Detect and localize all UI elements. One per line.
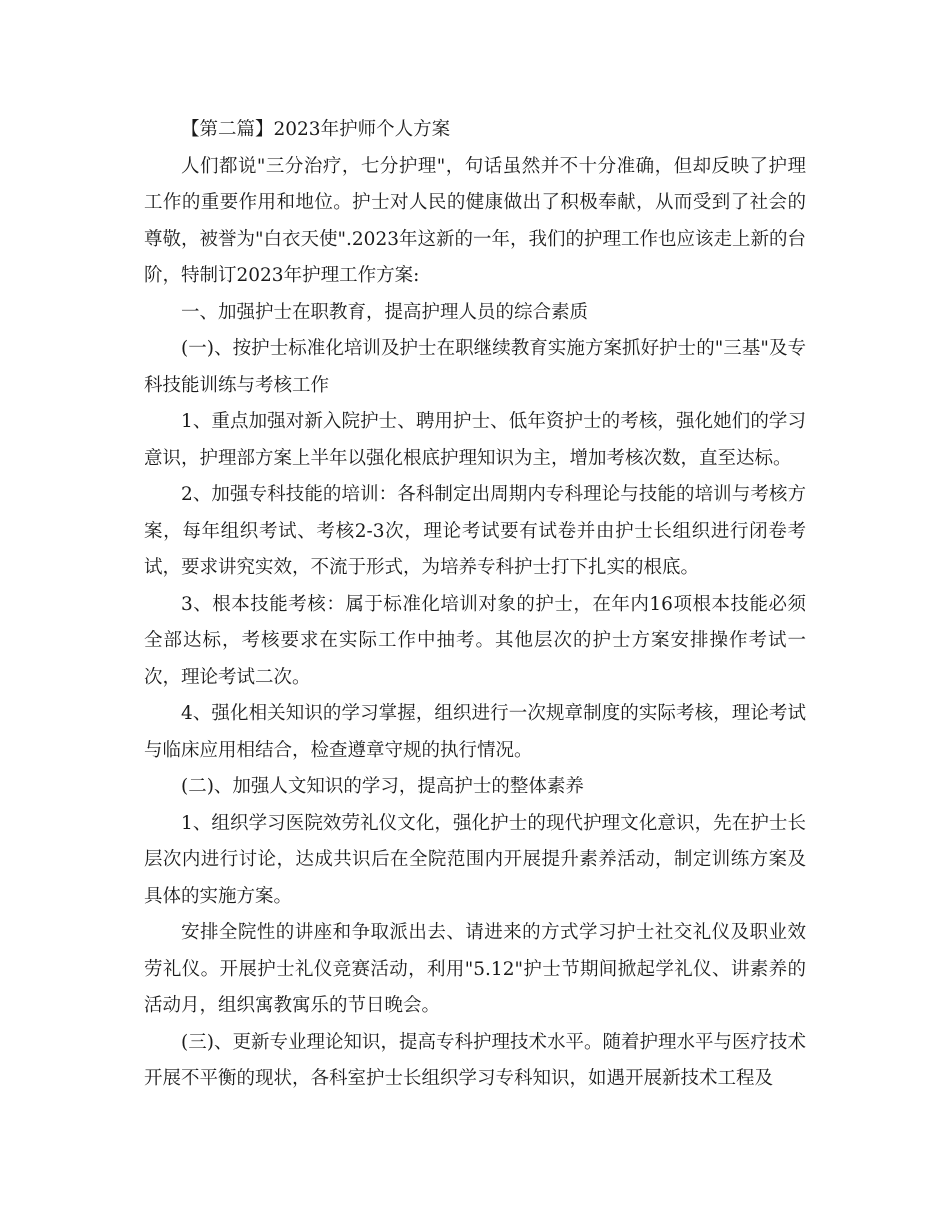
paragraph-item-4: 4、强化相关知识的学习掌握，组织进行一次规章制度的实际考核，理论考试与临床应用相结合，检查遵章守规的执行情况。 <box>144 703 806 761</box>
paragraph-item-1: 1、重点加强对新入院护士、聘用护士、低年资护士的考核，强化她们的学习意识，护理部方案上半年以强化根底护理知识为主，增加考核次数，直至达标。 <box>144 411 806 469</box>
document-title: 【第二篇】2023年护师个人方案 <box>181 119 451 140</box>
paragraph-item-6: 安排全院性的讲座和争取派出去、请进来的方式学习护士社交礼仪及职业效劳礼仪。开展护士礼仪竞赛活动，利用"5.12"护士节期间掀起学礼仪、讲素养的活动月，组织寓教寓乐的节日晚会。 <box>144 922 806 1016</box>
paragraph-intro: 人们都说"三分治疗，七分护理"，句话虽然并不十分准确，但却反映了护理工作的重要作用和地位。护士对人民的健康做出了积极奉献，从而受到了社会的尊敬，被誉为"白衣天使".2023年这新的一年，我们的护理工作也应该走上新的台阶，特制订2023年护理工作方案: <box>144 155 806 286</box>
document-body <box>144 112 806 1098</box>
section-heading-1: 一、加强护士在职教育，提高护理人员的综合素质 <box>181 301 589 323</box>
subsection-heading-1: (一)、按护士标准化培训及护士在职继续教育实施方案抓好护士的"三基"及专科技能训练与考核工作 <box>144 338 806 396</box>
subsection-heading-3: (三)、更新专业理论知识，提高专科护理技术水平。随着护理水平与医疗技术开展不平衡的现状，各科室护士长组织学习专科知识，如遇开展新技术工程及 <box>144 1031 806 1089</box>
paragraph-item-2: 2、加强专科技能的培训：各科制定出周期内专科理论与技能的培训与考核方案，每年组织考试、考核2-3次，理论考试要有试卷并由护士长组织进行闭卷考试，要求讲究实效，不流于形式，为培养专科护士打下扎实的根底。 <box>144 484 806 578</box>
paragraph-item-5: 1、组织学习医院效劳礼仪文化，强化护士的现代护理文化意识，先在护士长层次内进行讨论，达成共识后在全院范围内开展提升素养活动，制定训练方案及具体的实施方案。 <box>144 812 806 907</box>
paragraph-item-3: 3、根本技能考核：属于标准化培训对象的护士，在年内16项根本技能必须全部达标，考核要求在实际工作中抽考。其他层次的护士方案安排操作考试一次，理论考试二次。 <box>144 593 806 688</box>
subsection-heading-2: (二)、加强人文知识的学习，提高护士的整体素养 <box>181 776 584 797</box>
